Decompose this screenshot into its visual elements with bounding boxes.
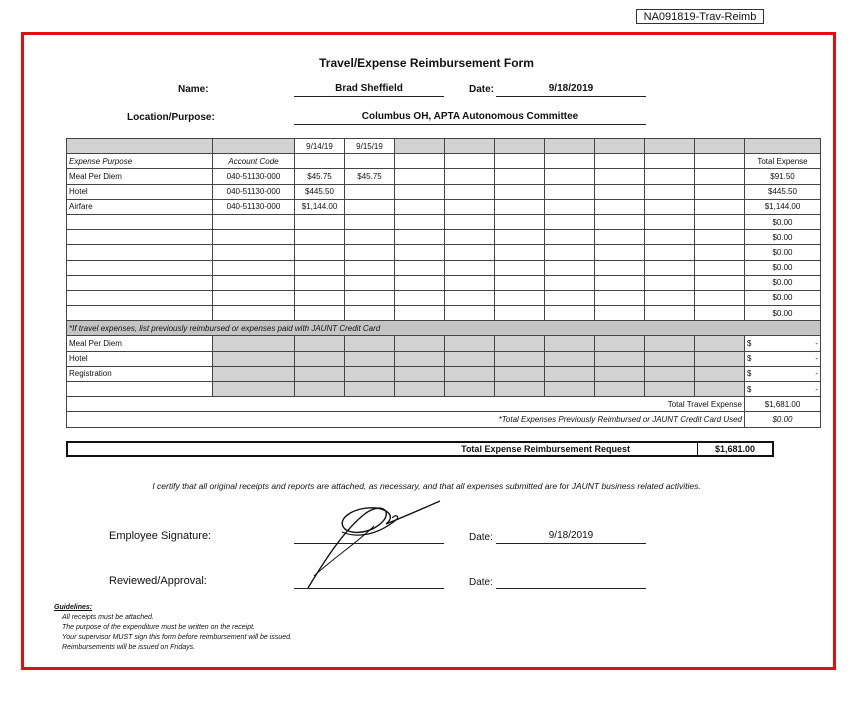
expense-purpose-cell[interactable]	[67, 275, 213, 290]
previous-purpose-cell[interactable]: Registration	[67, 366, 213, 381]
grand-total-label: Total Expense Reimbursement Request	[461, 444, 630, 454]
dollar-sign: $	[747, 354, 752, 364]
shaded-cell	[695, 336, 745, 351]
expense-row	[67, 275, 821, 290]
day-amount-cell[interactable]	[695, 214, 745, 229]
previous-expense-row	[67, 351, 821, 366]
day-amount-cell[interactable]: $445.50	[295, 184, 345, 199]
shaded-cell	[213, 336, 295, 351]
total-expense-cell: $0.00	[745, 306, 821, 321]
expense-purpose-cell[interactable]	[67, 306, 213, 321]
expense-purpose-header: Expense Purpose	[67, 154, 213, 169]
previous-amount-cell	[745, 366, 821, 381]
day-amount-cell[interactable]	[495, 260, 545, 275]
day-amount-cell[interactable]	[695, 275, 745, 290]
date-cell[interactable]: 9/15/19	[345, 139, 395, 154]
day-amount-cell[interactable]	[495, 245, 545, 260]
day-amount-cell[interactable]	[395, 260, 445, 275]
signature-date-field[interactable]: 9/18/2019	[496, 530, 646, 544]
day-amount-cell[interactable]	[345, 290, 395, 305]
date-label: Date:	[469, 84, 495, 95]
day-amount-cell[interactable]	[445, 306, 495, 321]
shaded-cell	[345, 366, 395, 381]
total-expense-cell: $0.00	[745, 214, 821, 229]
date-field[interactable]: 9/18/2019	[496, 82, 646, 97]
day-amount-cell[interactable]	[395, 245, 445, 260]
date-cell[interactable]: 9/14/19	[295, 139, 345, 154]
total-expense-header: Total Expense	[745, 154, 821, 169]
day-amount-cell[interactable]	[445, 230, 495, 245]
day-amount-cell[interactable]	[545, 184, 595, 199]
shaded-cell	[645, 336, 695, 351]
day-amount-cell[interactable]	[445, 245, 495, 260]
total-expense-cell: $0.00	[745, 275, 821, 290]
guideline-item: Reimbursements will be issued on Fridays.	[62, 644, 196, 651]
day-amount-cell[interactable]	[545, 290, 595, 305]
day-amount-cell[interactable]	[545, 275, 595, 290]
day-amount-cell[interactable]	[395, 306, 445, 321]
shaded-cell	[545, 382, 595, 397]
total-expense-cell: $0.00	[745, 230, 821, 245]
total-expense-cell: $445.50	[745, 184, 821, 199]
review-date-label: Date:	[469, 577, 493, 588]
account-code-cell[interactable]	[213, 275, 295, 290]
day-amount-cell[interactable]	[345, 214, 395, 229]
total-expense-cell: $1,144.00	[745, 199, 821, 214]
day-amount-cell[interactable]	[445, 214, 495, 229]
shaded-cell	[345, 336, 395, 351]
document-id-stamp: NA091819-Trav-Reimb	[636, 9, 764, 24]
day-amount-cell[interactable]	[395, 169, 445, 184]
day-amount-cell[interactable]	[695, 306, 745, 321]
shaded-cell	[495, 351, 545, 366]
day-amount-cell[interactable]	[645, 169, 695, 184]
expense-row	[67, 306, 821, 321]
day-amount-cell[interactable]	[595, 169, 645, 184]
day-amount-cell[interactable]	[595, 230, 645, 245]
shaded-cell	[595, 336, 645, 351]
day-amount-cell[interactable]	[695, 290, 745, 305]
day-amount-cell[interactable]	[295, 245, 345, 260]
previous-purpose-cell[interactable]	[67, 382, 213, 397]
previous-amount-cell	[745, 382, 821, 397]
review-approval-label: Reviewed/Approval:	[109, 575, 207, 587]
shaded-cell	[345, 351, 395, 366]
total-expense-cell: $0.00	[745, 245, 821, 260]
account-code-cell[interactable]	[213, 214, 295, 229]
review-date-field[interactable]	[496, 588, 646, 589]
shaded-cell	[645, 382, 695, 397]
total-travel-row	[67, 397, 821, 412]
day-amount-cell[interactable]	[345, 230, 395, 245]
total-expense-cell: $0.00	[745, 260, 821, 275]
day-amount-cell[interactable]	[545, 169, 595, 184]
account-code-cell[interactable]	[213, 230, 295, 245]
day-amount-cell[interactable]	[595, 260, 645, 275]
previous-expense-row	[67, 382, 821, 397]
day-amount-cell[interactable]	[445, 260, 495, 275]
day-amount-cell[interactable]	[595, 184, 645, 199]
day-amount-cell[interactable]	[545, 260, 595, 275]
day-amount-cell[interactable]	[595, 245, 645, 260]
expense-purpose-cell[interactable]: Meal Per Diem	[67, 169, 213, 184]
day-amount-cell[interactable]	[495, 214, 545, 229]
expense-purpose-cell[interactable]	[67, 290, 213, 305]
total-expense-cell: $0.00	[745, 290, 821, 305]
employee-signature-label: Employee Signature:	[109, 530, 212, 542]
shaded-cell	[445, 336, 495, 351]
expense-purpose-cell[interactable]	[67, 230, 213, 245]
shaded-cell	[295, 382, 345, 397]
day-amount-cell[interactable]	[545, 245, 595, 260]
day-amount-cell[interactable]	[345, 275, 395, 290]
previous-purpose-cell[interactable]: Hotel	[67, 351, 213, 366]
day-amount-cell[interactable]	[495, 169, 545, 184]
day-amount-cell[interactable]	[695, 230, 745, 245]
expense-purpose-cell[interactable]	[67, 260, 213, 275]
day-amount-cell[interactable]	[395, 230, 445, 245]
day-amount-cell[interactable]	[645, 230, 695, 245]
expense-row	[67, 245, 821, 260]
shaded-cell	[495, 336, 545, 351]
day-amount-cell[interactable]	[345, 306, 395, 321]
day-amount-cell[interactable]	[395, 199, 445, 214]
expense-purpose-cell[interactable]: Hotel	[67, 184, 213, 199]
expense-row	[67, 230, 821, 245]
shaded-cell	[213, 382, 295, 397]
account-code-cell[interactable]: 040-51130-000	[213, 169, 295, 184]
shaded-cell	[395, 351, 445, 366]
total-expense-cell: $91.50	[745, 169, 821, 184]
day-amount-cell[interactable]	[495, 275, 545, 290]
shaded-cell	[213, 351, 295, 366]
expense-row	[67, 199, 821, 214]
dollar-sign: $	[747, 339, 752, 349]
shaded-cell	[213, 366, 295, 381]
previous-total-label: *Total Expenses Previously Reimbursed or JAUNT Credit Card Used	[67, 412, 745, 427]
day-amount-cell[interactable]	[595, 199, 645, 214]
form-title: Travel/Expense Reimbursement Form	[319, 56, 534, 70]
amount-dash: -	[815, 369, 818, 379]
previous-expense-row	[67, 366, 821, 381]
day-amount-cell[interactable]	[345, 184, 395, 199]
shaded-cell	[545, 366, 595, 381]
day-amount-cell[interactable]	[295, 260, 345, 275]
day-amount-cell[interactable]: $45.75	[345, 169, 395, 184]
shaded-cell	[545, 336, 595, 351]
shaded-cell	[295, 336, 345, 351]
day-amount-cell[interactable]	[495, 290, 545, 305]
shaded-cell	[395, 366, 445, 381]
day-amount-cell[interactable]	[695, 169, 745, 184]
day-amount-cell[interactable]	[695, 199, 745, 214]
day-amount-cell[interactable]	[695, 260, 745, 275]
guidelines-heading: Guidelines:	[54, 604, 93, 611]
day-amount-cell[interactable]	[545, 214, 595, 229]
day-amount-cell[interactable]	[645, 199, 695, 214]
account-code-cell[interactable]: 040-51130-000	[213, 184, 295, 199]
day-amount-cell[interactable]	[395, 275, 445, 290]
day-amount-cell[interactable]	[645, 290, 695, 305]
day-amount-cell[interactable]	[495, 199, 545, 214]
day-amount-cell[interactable]	[645, 184, 695, 199]
amount-dash: -	[815, 339, 818, 349]
day-amount-cell[interactable]	[445, 169, 495, 184]
account-code-cell[interactable]: 040-51130-000	[213, 199, 295, 214]
expense-row	[67, 184, 821, 199]
dollar-sign: $	[747, 369, 752, 379]
shaded-cell	[595, 351, 645, 366]
day-amount-cell[interactable]	[695, 245, 745, 260]
previous-amount-cell	[745, 336, 821, 351]
amount-dash: -	[815, 384, 818, 394]
shaded-cell	[545, 351, 595, 366]
day-amount-cell[interactable]	[595, 275, 645, 290]
guidelines	[54, 603, 292, 653]
shaded-cell	[495, 382, 545, 397]
previous-amount	[747, 369, 818, 378]
day-amount-cell[interactable]	[595, 214, 645, 229]
day-amount-cell[interactable]	[445, 184, 495, 199]
shaded-cell	[295, 351, 345, 366]
shaded-cell	[595, 382, 645, 397]
guideline-item: Your supervisor MUST sign this form before reimbursement will be issued.	[62, 634, 292, 641]
expense-row	[67, 214, 821, 229]
previous-expenses-note: *If travel expenses, list previously reimbursed or expenses paid with JAUNT Credit Card	[67, 321, 821, 336]
day-amount-cell[interactable]	[295, 230, 345, 245]
day-amount-cell[interactable]	[695, 184, 745, 199]
shaded-cell	[295, 366, 345, 381]
shaded-cell	[445, 366, 495, 381]
signature-image	[296, 498, 446, 593]
expense-row	[67, 290, 821, 305]
previous-expense-row	[67, 336, 821, 351]
day-amount-cell[interactable]: $45.75	[295, 169, 345, 184]
day-amount-cell[interactable]	[645, 260, 695, 275]
day-amount-cell[interactable]	[495, 230, 545, 245]
grand-total-box	[66, 441, 774, 457]
day-amount-cell[interactable]	[345, 260, 395, 275]
day-amount-cell[interactable]	[545, 306, 595, 321]
day-amount-cell[interactable]	[295, 275, 345, 290]
day-amount-cell[interactable]	[495, 184, 545, 199]
shaded-cell	[345, 382, 395, 397]
day-amount-cell[interactable]	[545, 230, 595, 245]
previous-purpose-cell[interactable]: Meal Per Diem	[67, 336, 213, 351]
day-amount-cell[interactable]	[445, 290, 495, 305]
name-label: Name:	[178, 84, 209, 95]
shaded-cell	[395, 382, 445, 397]
day-amount-cell[interactable]	[645, 275, 695, 290]
day-amount-cell[interactable]	[395, 214, 445, 229]
day-amount-cell[interactable]	[595, 306, 645, 321]
day-amount-cell[interactable]: $1,144.00	[295, 199, 345, 214]
column-header-row	[67, 154, 821, 169]
shaded-cell	[445, 382, 495, 397]
shaded-cell	[495, 366, 545, 381]
day-amount-cell[interactable]	[395, 184, 445, 199]
day-amount-cell[interactable]	[295, 306, 345, 321]
total-travel-value: $1,681.00	[745, 397, 821, 412]
previous-total-value: $0.00	[745, 412, 821, 427]
account-code-cell[interactable]	[213, 260, 295, 275]
previous-amount	[747, 385, 818, 394]
previous-expenses-note-row	[67, 321, 821, 336]
day-amount-cell[interactable]	[445, 275, 495, 290]
guideline-item: All receipts must be attached.	[62, 614, 154, 621]
day-amount-cell[interactable]	[645, 306, 695, 321]
day-amount-cell[interactable]	[645, 214, 695, 229]
date-header-row	[67, 139, 821, 154]
day-amount-cell[interactable]	[395, 290, 445, 305]
guideline-item: The purpose of the expenditure must be written on the receipt.	[62, 624, 256, 631]
shaded-cell	[695, 382, 745, 397]
expense-table	[66, 138, 821, 428]
expense-purpose-cell[interactable]	[67, 214, 213, 229]
previous-amount	[747, 339, 818, 348]
total-travel-label: Total Travel Expense	[67, 397, 745, 412]
day-amount-cell[interactable]	[445, 199, 495, 214]
location-label: Location/Purpose:	[127, 112, 215, 123]
day-amount-cell[interactable]	[495, 306, 545, 321]
expense-row	[67, 260, 821, 275]
day-amount-cell[interactable]	[295, 214, 345, 229]
shaded-cell	[595, 366, 645, 381]
day-amount-cell[interactable]	[345, 245, 395, 260]
previous-amount	[747, 354, 818, 363]
previous-total-row	[67, 412, 821, 427]
name-field[interactable]: Brad Sheffield	[294, 82, 444, 97]
review-signature-line[interactable]	[294, 588, 444, 589]
expense-purpose-cell[interactable]: Airfare	[67, 199, 213, 214]
day-amount-cell[interactable]	[545, 199, 595, 214]
shaded-cell	[695, 351, 745, 366]
day-amount-cell[interactable]	[345, 199, 395, 214]
previous-amount-cell	[745, 351, 821, 366]
account-code-cell[interactable]	[213, 245, 295, 260]
grand-total-value: $1,681.00	[697, 443, 772, 455]
shaded-cell	[645, 351, 695, 366]
shaded-cell	[645, 366, 695, 381]
account-code-cell[interactable]	[213, 306, 295, 321]
location-field[interactable]: Columbus OH, APTA Autonomous Committee	[294, 110, 646, 125]
shaded-cell	[445, 351, 495, 366]
certification-text: I certify that all original receipts and reports are attached, as necessary, and that all expenses submitted are for JAUNT business related activities.	[152, 481, 701, 491]
expense-row	[67, 169, 821, 184]
day-amount-cell[interactable]	[295, 290, 345, 305]
amount-dash: -	[815, 354, 818, 364]
expense-purpose-cell[interactable]	[67, 245, 213, 260]
day-amount-cell[interactable]	[645, 245, 695, 260]
shaded-cell	[695, 366, 745, 381]
signature-date-label: Date:	[469, 532, 493, 543]
day-amount-cell[interactable]	[595, 290, 645, 305]
dollar-sign: $	[747, 384, 752, 394]
account-code-cell[interactable]	[213, 290, 295, 305]
shaded-cell	[395, 336, 445, 351]
account-code-header: Account Code	[213, 154, 295, 169]
